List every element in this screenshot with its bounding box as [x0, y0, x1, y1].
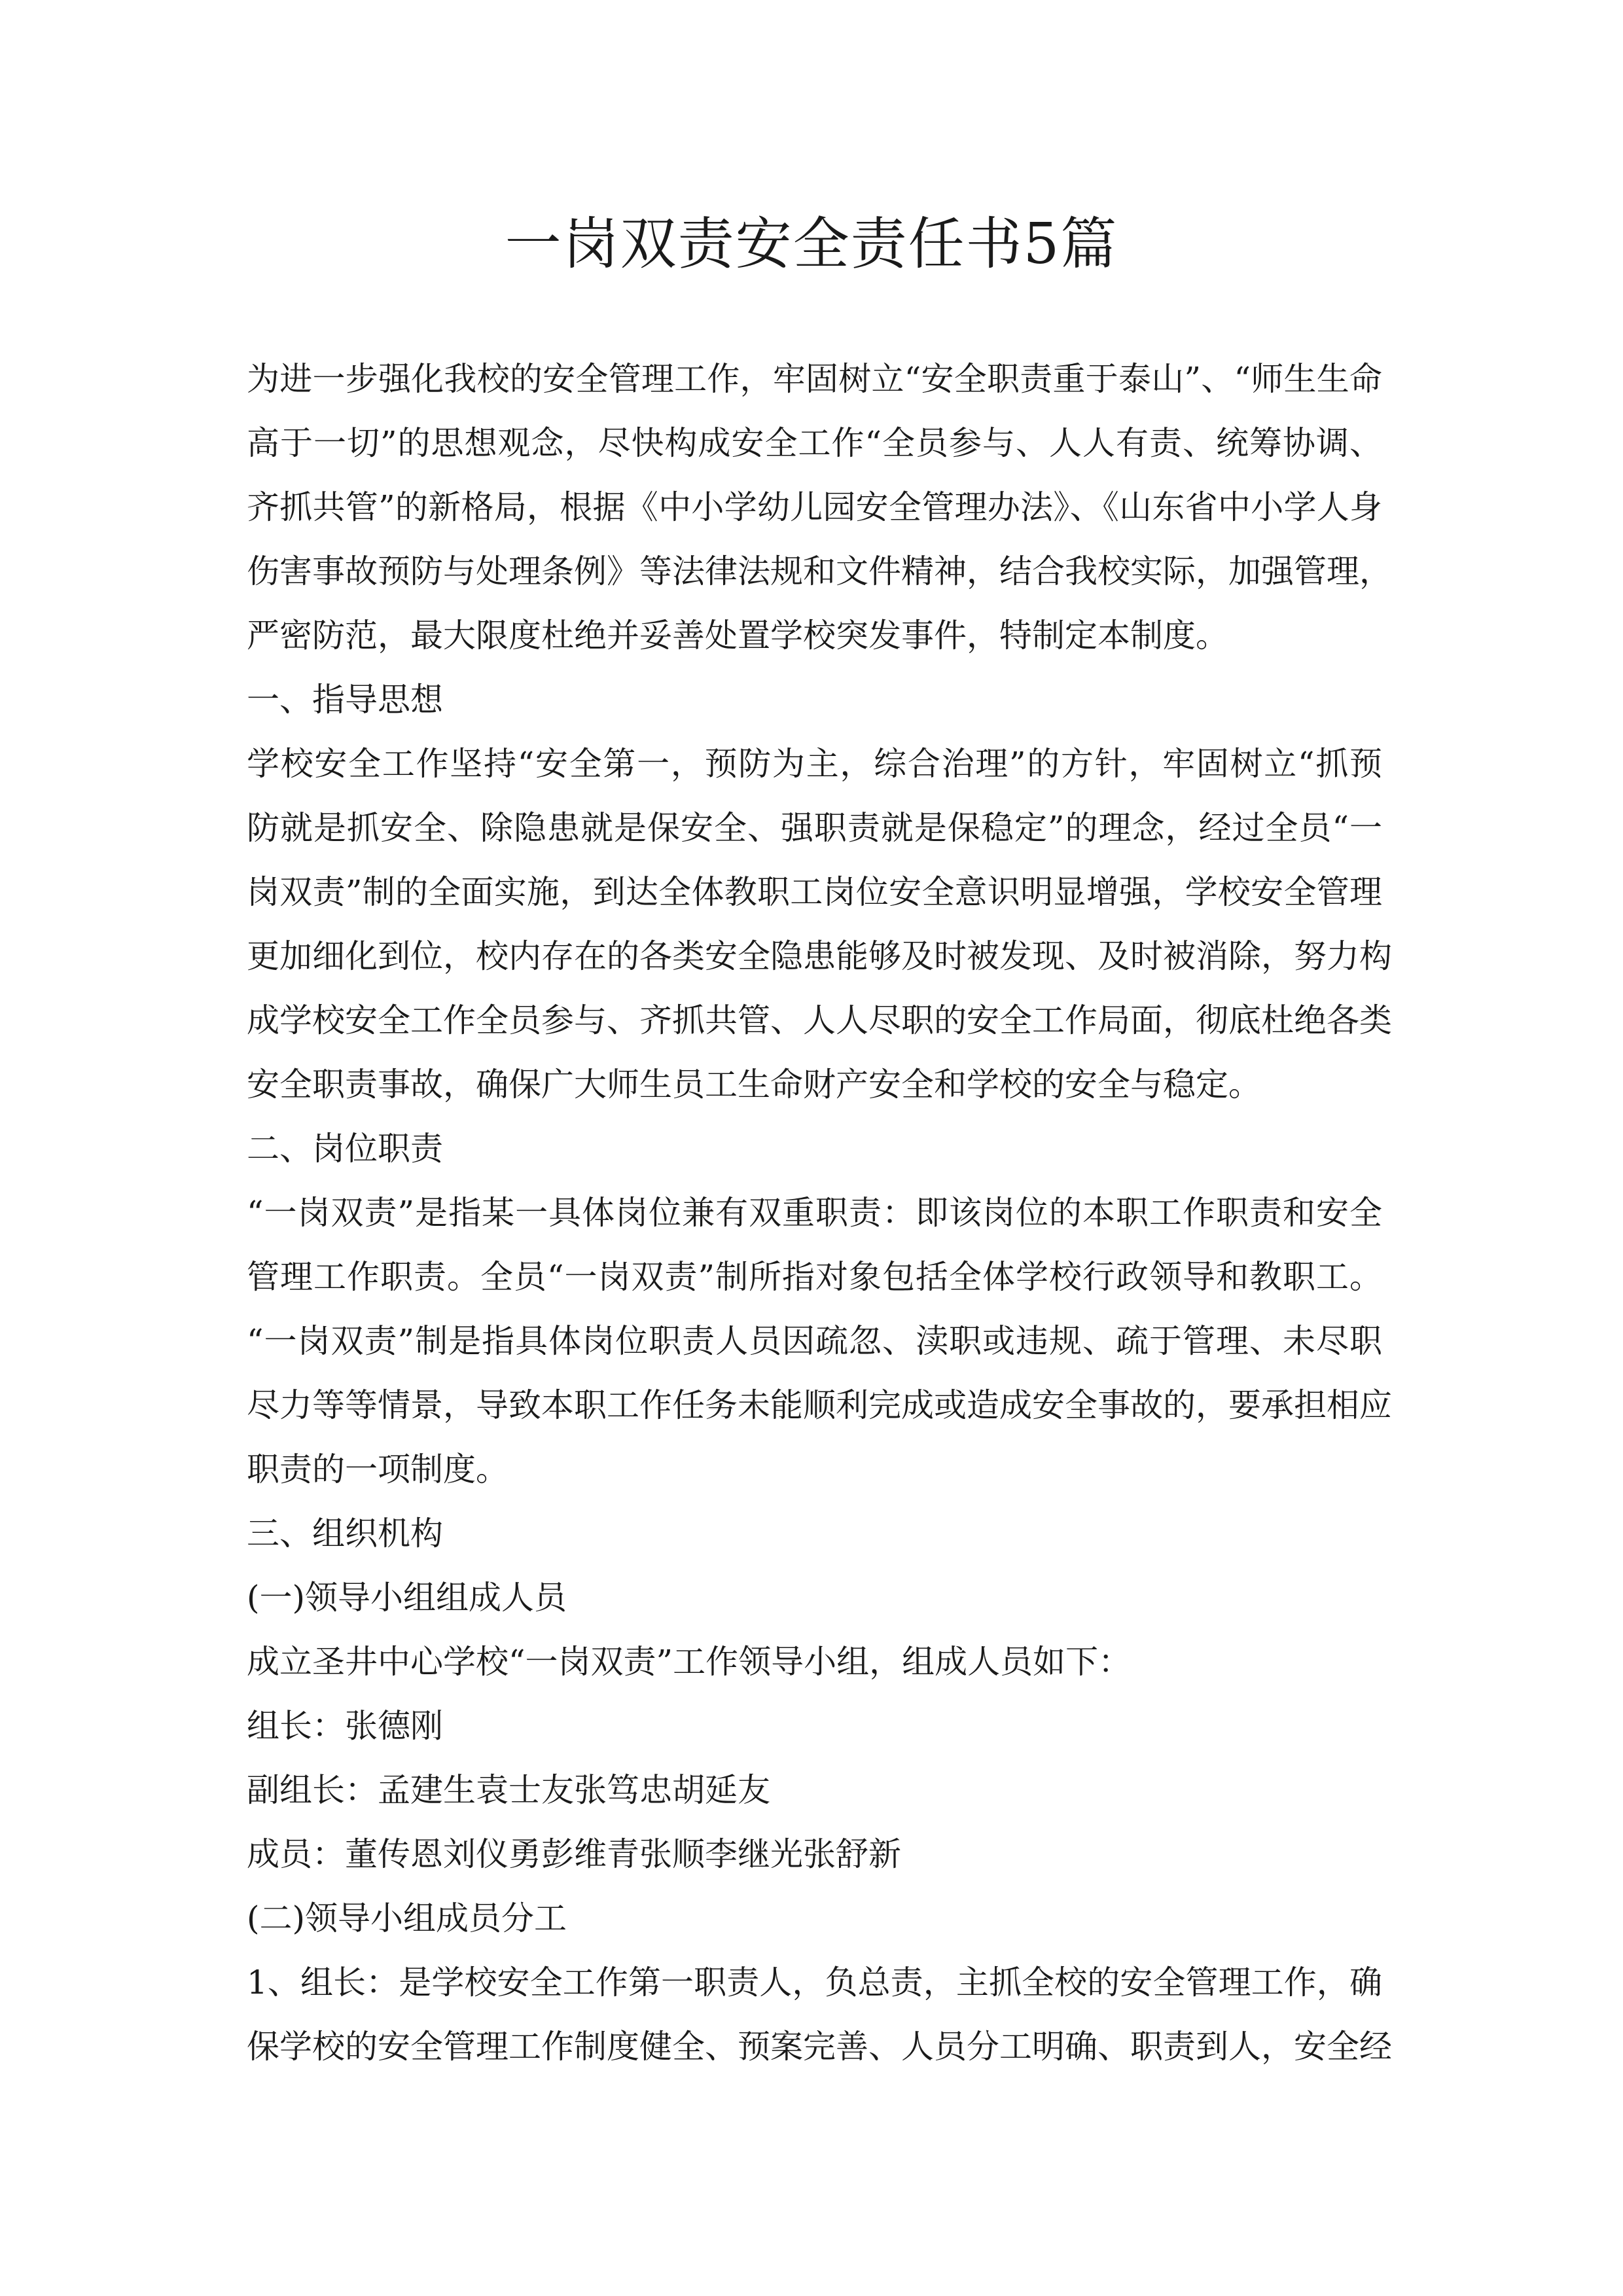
paragraph-line: 成学校安全工作全员参与、齐抓共管、人人尽职的安全工作局面，彻底杜绝各类: [247, 1001, 1392, 1039]
section-heading: 一、指导思想: [247, 681, 443, 719]
section-heading: 三、组织机构: [247, 1515, 443, 1552]
paragraph-line: 1、组长：是学校安全工作第一职责人，负总责，主抓全校的安全管理工作，确: [247, 1964, 1382, 2001]
paragraph-line: “一岗双责”制是指具体岗位职责人员因疏忽、渎职或违规、疏于管理、未尽职: [247, 1322, 1382, 1360]
paragraph-line: 管理工作职责。全员“一岗双责”制所指对象包括全体学校行政领导和教职工。: [247, 1258, 1382, 1296]
document-title: 一岗双责安全责任书5篇: [505, 211, 1118, 277]
paragraph-line: 防就是抓安全、除隐患就是保安全、强职责就是保稳定”的理念，经过全员“一: [247, 809, 1382, 847]
paragraph-line: 齐抓共管”的新格局，根据《中小学幼儿园安全管理办法》、《山东省中小学人身: [247, 488, 1382, 526]
paragraph-line: 高于一切”的思想观念，尽快构成安全工作“全员参与、人人有责、统筹协调、: [247, 424, 1382, 462]
paragraph-line: 学校安全工作坚持“安全第一，预防为主，综合治理”的方针，牢固树立“抓预: [247, 745, 1382, 783]
paragraph-line: 严密防范，最大限度杜绝并妥善处置学校突发事件，特制定本制度。: [247, 617, 1228, 655]
paragraph-line: 安全职责事故，确保广大师生员工生命财产安全和学校的安全与稳定。: [247, 1066, 1261, 1103]
section-heading: 二、岗位职责: [247, 1130, 443, 1168]
paragraph-line: 更加细化到位，校内存在的各类安全隐患能够及时被发现、及时被消除，努力构: [247, 937, 1392, 975]
paragraph-line: 成立圣井中心学校“一岗双责”工作领导小组，组成人员如下：: [247, 1643, 1132, 1681]
document-body: [247, 347, 1392, 2079]
paragraph-line: “一岗双责”是指某一具体岗位兼有双重职责：即该岗位的本职工作职责和安全: [247, 1194, 1382, 1232]
member-line: 成员：董传恩刘仪勇彭维青张顺李继光张舒新: [247, 1835, 901, 1873]
paragraph-line: 保学校的安全管理工作制度健全、预案完善、人员分工明确、职责到人，安全经: [247, 2028, 1392, 2066]
subsection-heading: (一)领导小组组成人员: [247, 1579, 567, 1617]
paragraph-line: 职责的一项制度。: [247, 1450, 508, 1488]
member-line: 组长：张德刚: [247, 1707, 443, 1745]
paragraph-line: 尽力等等情景，导致本职工作任务未能顺利完成或造成安全事故的，要承担相应: [247, 1386, 1392, 1424]
paragraph-line: 伤害事故预防与处理条例》等法律法规和文件精神，结合我校实际，加强管理，: [247, 552, 1392, 590]
paragraph-line: 为进一步强化我校的安全管理工作，牢固树立“安全职责重于泰山”、“师生生命: [247, 360, 1382, 398]
member-line: 副组长：孟建生袁士友张笃忠胡延友: [247, 1771, 770, 1809]
paragraph-line: 岗双责”制的全面实施，到达全体教职工岗位安全意识明显增强，学校安全管理: [247, 873, 1382, 911]
subsection-heading: (二)领导小组成员分工: [247, 1899, 567, 1937]
